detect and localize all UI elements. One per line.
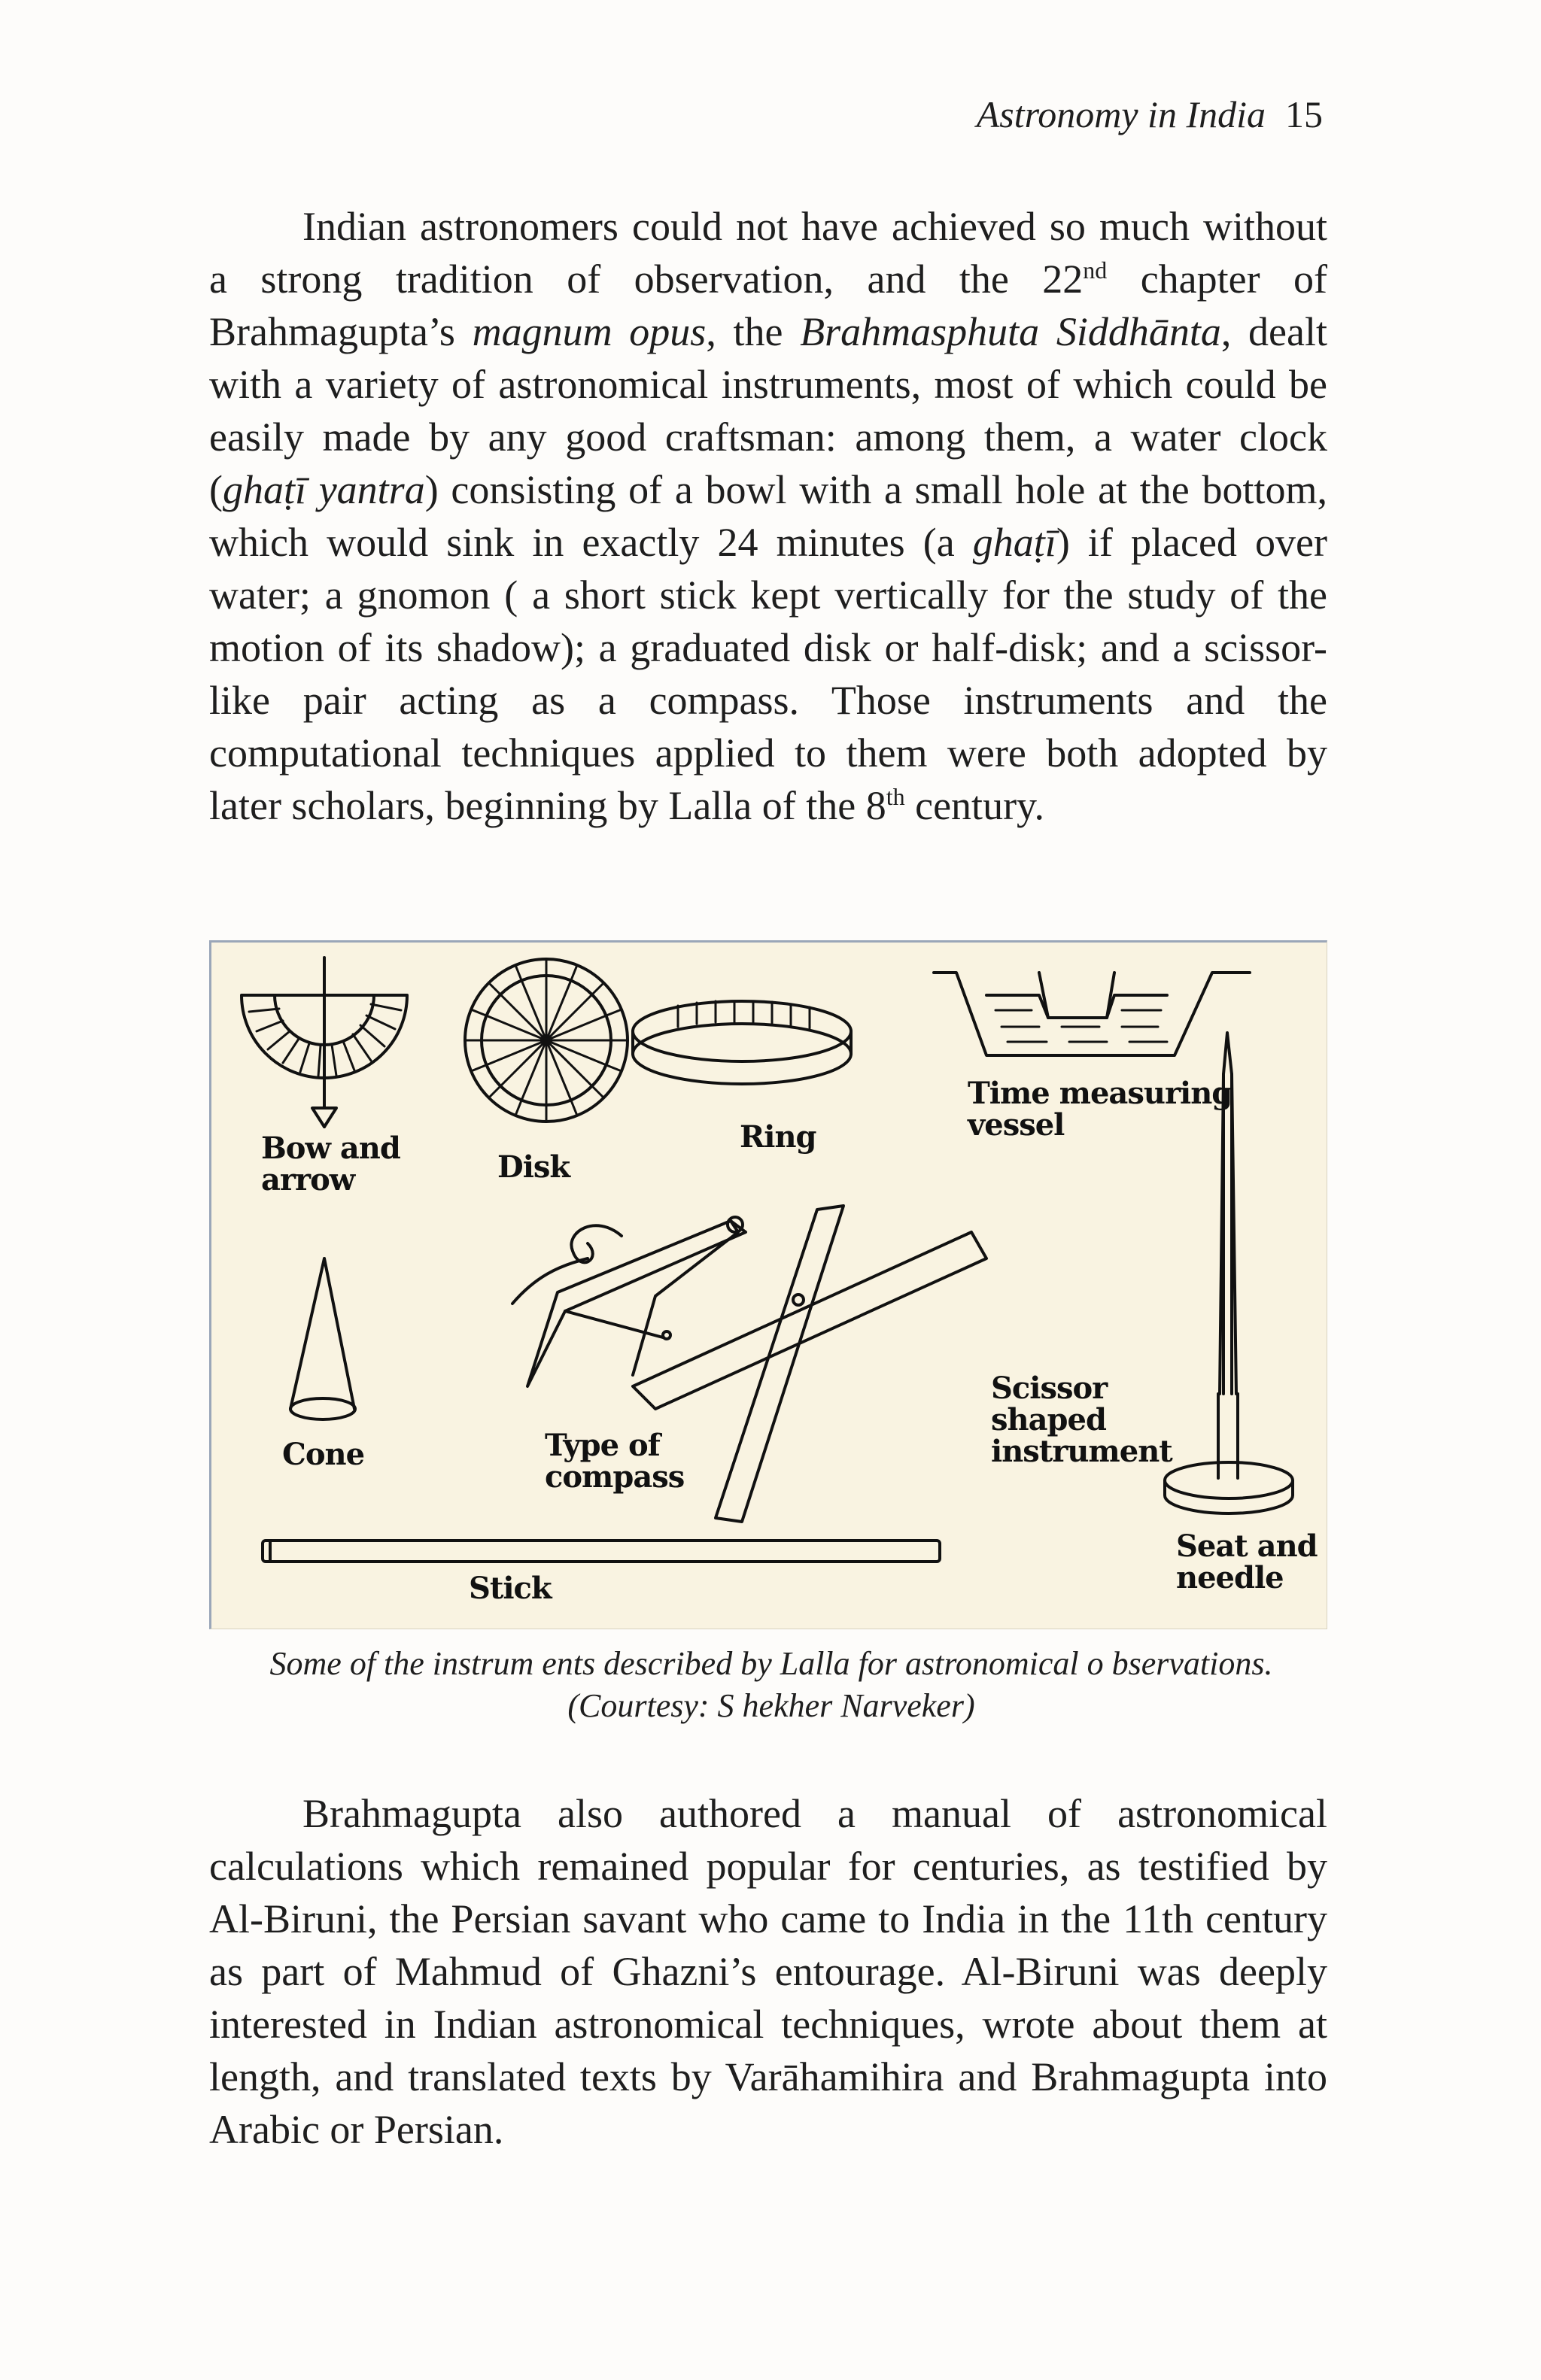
label-cone: Cone [282, 1437, 365, 1472]
p1-superscript: nd [1083, 257, 1108, 284]
p1-italic: ghaṭī [972, 520, 1056, 565]
p1-text: ) if placed over water; a gnomon ( a short stick kept vertically for the study of the motion of its shadow); a graduated disk or half-disk; and a scissor-like pair acting as a compass. Those instruments and the computational techniques applied to them were both adopted by later scholars, beginning by Lalla of the 8 [209, 520, 1327, 828]
scissor-drawing [633, 1206, 986, 1522]
bow-and-arrow-drawing [242, 958, 407, 1127]
p1-superscript: th [886, 783, 905, 810]
label-seat-and-needle: Seat and needle [1176, 1528, 1318, 1595]
page-number: 15 [1285, 93, 1323, 135]
label-type-of-compass: Type of compass [545, 1428, 685, 1495]
instruments-figure [209, 940, 1327, 1629]
p1-text: , the [706, 309, 801, 354]
running-title: Astronomy in India [976, 93, 1266, 135]
label-stick: Stick [469, 1571, 552, 1606]
caption-line-1: Some of the instrum ents described by Lalla for astronomical o bservations. [269, 1645, 1273, 1682]
stick-drawing [263, 1541, 940, 1562]
figure-caption [173, 1643, 1369, 1727]
p1-text: ) consisting of a bowl with a small hole at the bottom, which would sink in exactly 24 minutes (a [209, 467, 1327, 565]
disk-drawing [465, 959, 628, 1122]
p1-italic: Brahmasphuta Siddhānta [800, 309, 1221, 354]
p1-text: century. [904, 783, 1045, 828]
time-vessel-drawing [934, 973, 1250, 1055]
body-paragraph-1 [209, 200, 1327, 832]
p1-italic: magnum opus [472, 309, 707, 354]
p1-italic: ghaṭī yantra [222, 467, 425, 512]
caption-line-2: (Courtesy: S hekher Narveker) [567, 1687, 975, 1724]
cone-drawing [290, 1258, 355, 1419]
p1-text: Indian astronomers could not have achieved so much without a strong tradition of observation, and the 22 [209, 204, 1327, 302]
label-disk: Disk [497, 1149, 570, 1185]
running-header [977, 92, 1323, 137]
label-bow-and-arrow: Bow and arrow [261, 1131, 400, 1198]
ring-drawing [633, 1001, 851, 1084]
body-paragraph-2: Brahmagupta also authored a manual of astronomical calculations which remained popular for centuries, as testified by Al-Biruni, the Persian savant who came to India in the 11th century as part of Mahmud of Ghazni’s entourage. Al-Biruni was deeply interested in Indian astronomical techniques, wrote about them at length, and translated texts by Varāhamihira and Brahmagupta into Arabic or Persian. [209, 1791, 1327, 2152]
label-ring: Ring [740, 1119, 816, 1155]
compass-drawing [512, 1217, 746, 1386]
p1-text: chapter of Brahmagupta’s [209, 257, 1328, 354]
label-scissor-shaped-instrument: Scissor shaped instrument [991, 1371, 1172, 1469]
p1-text: , dealt with a variety of astronomical instruments, most of which could be easily made by any good craftsman: among them, a water clock ( [209, 309, 1327, 512]
label-time-measuring-vessel: Time measuring vessel [968, 1076, 1232, 1143]
